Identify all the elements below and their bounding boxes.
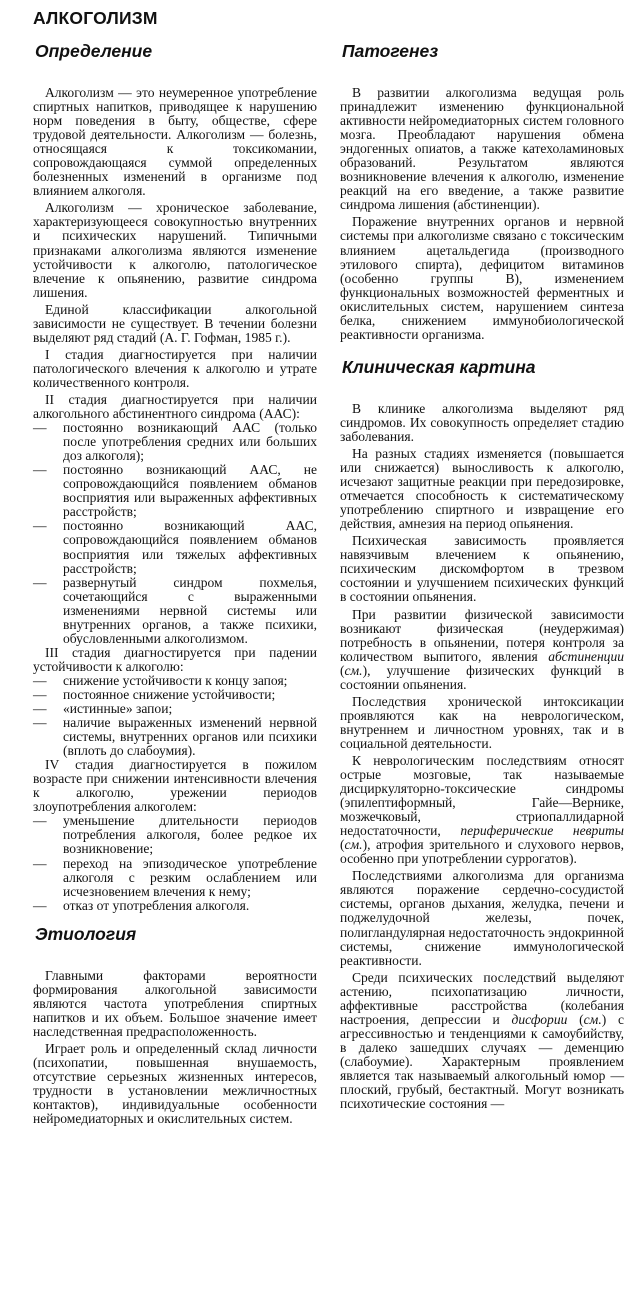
list-item: — переход на эпизодическое употребление алкоголя с резким ослаблением или исчезновением влечения к нему;: [33, 857, 317, 899]
etiology-paragraph-1: Главными факторами вероятности формирования алкогольной зависимости являются частота употребления спиртных напитков и их объем. Большое значение имеет наследственная предрасположенность.: [33, 967, 317, 1039]
list-item: — постоянно возникающий ААС (только после употребления средних или больших доз алкоголя);: [33, 421, 317, 463]
list-item: — постоянное снижение устойчивости;: [33, 688, 317, 702]
emphasis-text: абстиненции: [548, 648, 624, 664]
stage-2-paragraph: II стадия диагностируется при наличии алкогольного абстинентного синдрома (ААС):: [33, 391, 317, 422]
etiology-heading: Этиология: [35, 923, 137, 944]
clinical-paragraph-8: [340, 971, 624, 1111]
clinical-paragraph-1: В клинике алкоголизма выделяют ряд синдромов. Их совокупность определяет стадию заболевания.: [340, 400, 624, 444]
clinical-paragraph-3: Психическая зависимость проявляется навязчивым влечением к опьянению, психическим дискомфортом в трезвом состоянии и улучшением психических функций в состоянии опьянения.: [340, 533, 624, 605]
pathogenesis-paragraph-1: В развитии алкоголизма ведущая роль принадлежит изменению функциональной активности нейромедиаторных систем головного мозга. Преобладают нарушения обмена эндогенных опиатов, а также катехоламиновых образований. Результатом являются возникновение влечения к алкоголю, изменение реакций на его введение, а также развитие синдрома лишения (абстиненции).: [340, 85, 624, 213]
left-column: [33, 40, 317, 1129]
clinical-paragraph-5: Последствия хронической интоксикации проявляются как на неврологическом, внутреннем и личностном уровнях, так и в социальной деятельности.: [340, 693, 624, 751]
text-run: ), атрофия зрительного и слухового нервов, особенно при употреблении суррогатов).: [340, 837, 624, 867]
list-item: — «истинные» запои;: [33, 702, 317, 716]
pathogenesis-heading: Патогенез: [342, 41, 439, 61]
pathogenesis-paragraph-2: Поражение внутренних органов и нервной системы при алкоголизме связано с токсическим влиянием ацетальдегида (производного этилового спирта), дефицитом витаминов (особенно группы В), изменением функциональных возможностей ферментных и окислительных систем, нарушением синтеза белка, снижением иммунобиологической реактивности организма.: [340, 214, 624, 342]
stage-2-list: [33, 421, 317, 646]
emphasis-text: дисфории: [511, 1011, 568, 1027]
definition-paragraph-1: Алкоголизм — это неумеренное употребление спиртных напитков, приводящее к нарушению норм поведения в быту, обществе, сфере трудовой деятельности. Алкоголизм — болезнь, относящаяся к токсикомании, сопровождающаяся суммой определенных болезненных изменений в организме под влиянием алкоголя.: [33, 85, 317, 199]
text-run: При развитии физической зависимости возникают физическая (неудержимая) потребность в опьянении, потеря контроля за количеством выпитого, явления: [340, 606, 624, 664]
text-run: ) с агрессивностью и тенденциями к самоубийству, в далеко зашедших случаях — деменцию (слабоумие). Характерным проявлением является так называемый алкогольный юмор — плоский, грубый, бестактный. Могут возникать психотические состояния —: [340, 1011, 625, 1112]
stage-3-paragraph: III стадия диагностируется при падении устойчивости к алкоголю:: [33, 644, 317, 674]
stage-4-list: [33, 814, 317, 912]
list-item: — постоянно возникающий ААС, не сопровождающийся появлением обманов восприятия или выраженных аффективных расстройств;: [33, 463, 317, 519]
clinical-paragraph-6: [340, 754, 624, 866]
text-run: (: [567, 1011, 584, 1027]
emphasis-text: см.: [344, 662, 363, 678]
clinical-paragraph-2: На разных стадиях изменяется (повышается или снижается) выносливость к алкоголю, исчезают защитные реакции при передозировке, отмечается способность к систематическому употреблению спиртного и извращение его действия, амнезия на период опьянения.: [340, 445, 624, 532]
right-column: [340, 40, 624, 1114]
emphasis-text: периферические невриты: [460, 823, 624, 839]
list-item: — отказ от употребления алкоголя.: [33, 899, 317, 913]
text-run: К неврологическим последствиям относят острые мозговые, так называемые дисциркуляторно-токсические синдромы (эпилептиформный, Гайе—Вернике, мозжечковый, стриопаллидарной недостаточности,: [340, 752, 624, 839]
text-run: ), улучшение физических функций в состоянии опьянения.: [340, 662, 624, 692]
etiology-paragraph-2: Играет роль и определенный склад личности (психопатии, повышенная внушаемость, отсутствие серьезных жизненных интересов, трудности в установлении межличностных контактов), индивидуальные особенности нейромедиаторных и окислительных систем.: [33, 1040, 317, 1127]
stage-4-paragraph: IV стадия диагностируется в пожилом возрасте при снижении интенсивности влечения к алкоголю, урежении периодов злоупотребления алкоголем:: [33, 757, 317, 815]
definition-heading: Определение: [35, 41, 153, 61]
emphasis-text: см.: [583, 1011, 602, 1027]
definition-paragraph-2: Алкоголизм — хроническое заболевание, характеризующееся совокупностью внутренних и психических нарушений. Типичными признаками алкоголизма являются изменение устойчивости к алкоголю, патологическое влечение к опьянению, развитие синдрома лишения.: [33, 200, 317, 300]
list-item: — наличие выраженных изменений нервной системы, внутренних органов или психики (вплоть до слабоумия).: [33, 716, 317, 758]
list-item: — снижение устойчивости к концу запоя;: [33, 674, 317, 688]
definition-paragraph-3: Единой классификации алкогольной зависимости не существует. В течении болезни выделяют ряд стадий (А. Г. Гофман, 1985 г.).: [33, 301, 317, 345]
emphasis-text: см.: [344, 837, 363, 853]
list-item: — уменьшение длительности периодов потребления алкоголя, более редкое их возникновение;: [33, 814, 317, 856]
text-run: (: [340, 837, 345, 853]
text-run: Среди психических последствий выделяют астению, психопатизацию личности, аффективные расстройства (колебания настроения, депрессии и: [340, 969, 624, 1027]
stage-1-paragraph: I стадия диагностируется при наличии патологического влечения к алкоголю и утрате количественного контроля.: [33, 346, 317, 390]
page-title: АЛКОГОЛИЗМ: [33, 8, 158, 28]
clinical-heading: Клиническая картина: [342, 356, 536, 377]
list-item: — постоянно возникающий ААС, сопровождающийся появлением обманов восприятия или тяжелых аффективных расстройств;: [33, 519, 317, 575]
text-run: (: [340, 662, 345, 678]
stage-3-list: [33, 674, 317, 758]
list-item: — развернутый синдром похмелья, сочетающийся с выраженными изменениями нервной системы или внутренних органов, а также психики, обусловленными алкоголизмом.: [33, 576, 317, 646]
clinical-paragraph-7: Последствиями алкоголизма для организма являются поражение сердечно-сосудистой системы, органов дыхания, желудка, печени и поджелудочной железы, почек, полигландулярная недостаточность эндокринной системы, снижение иммунологической реактивности.: [340, 868, 625, 968]
clinical-paragraph-4: [340, 608, 624, 692]
